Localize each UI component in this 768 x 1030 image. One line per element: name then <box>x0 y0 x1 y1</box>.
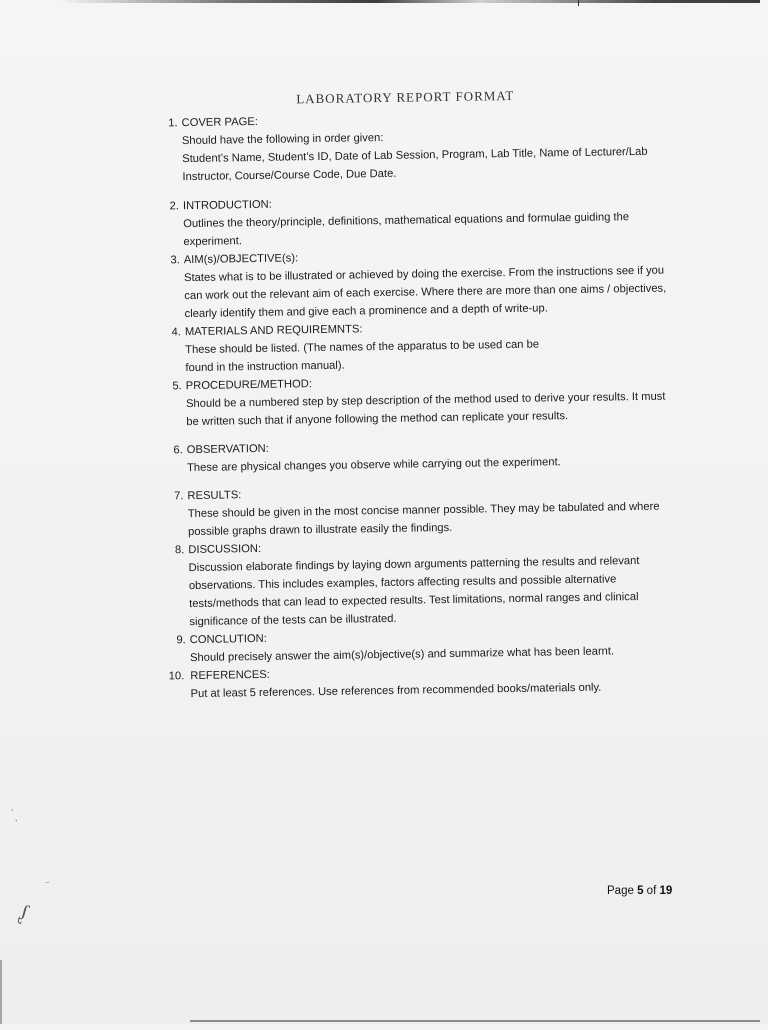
section-heading: PROCEDURE/METHOD: <box>185 378 313 393</box>
page-number <box>607 885 672 897</box>
section-text: Discussion elaborate findings by laying down arguments patterning the results and relevant observations. This includes examples, factors affecting results and possible alternative tests/methods that can lead to expected results. Test limitations, normal ranges and clinical significance of the tests can be illustrated. <box>188 555 640 629</box>
section-heading: DISCUSSION: <box>188 542 262 557</box>
section-heading: AIM(s)/OBJECTIVE(s): <box>183 252 299 267</box>
section-text: Put at least 5 references. Use references from recommended books/materials only. <box>190 681 602 701</box>
section-item <box>164 659 680 703</box>
section-item <box>157 189 673 251</box>
page-current: 5 <box>637 885 644 897</box>
scan-speck: ˙ ˏ <box>6 808 22 823</box>
section-text: found in the instruction manual). <box>185 359 345 375</box>
page-total: 19 <box>659 885 673 897</box>
section-heading: CONCLUTION: <box>189 632 267 647</box>
section-number: 9. <box>176 634 186 647</box>
section-number: 4. <box>171 326 182 339</box>
page-label: Page <box>607 885 634 897</box>
section-item <box>161 479 677 541</box>
section-number: 1. <box>168 117 178 130</box>
section-item <box>158 243 674 323</box>
scan-speck: ⁻ <box>45 880 50 890</box>
section-number: 7. <box>174 490 184 503</box>
section-text: These are physical changes you observe while carrying out the experiment. <box>186 456 561 475</box>
section-text: Outlines the theory/principle, definitions, mathematical equations and formulae guiding the experiment. <box>183 211 630 249</box>
ink-smudge-icon: ᶘ <box>16 900 33 927</box>
section-item <box>161 433 677 477</box>
section-heading: OBSERVATION: <box>186 442 269 457</box>
section-heading: RESULTS: <box>187 489 242 503</box>
section-heading: REFERENCES: <box>190 668 270 683</box>
section-number: 2. <box>169 200 180 213</box>
section-heading: MATERIALS AND REQUIREMNTS: <box>184 323 363 339</box>
section-text: Student’s Name, Student’s ID, Date of Lab Session, Program, Lab Title, Name of Lecturer/Lab Instructor, Course/Course Code, Due Date. <box>182 145 648 184</box>
section-text: Should have the following in order given: <box>181 131 384 148</box>
document-title: LABORATORY REPORT FORMAT <box>296 87 515 107</box>
scan-edge-left <box>0 960 2 1024</box>
section-number: 10. <box>168 670 185 683</box>
section-heading: INTRODUCTION: <box>182 198 272 213</box>
section-number: 5. <box>172 380 182 393</box>
section-number: 6. <box>173 444 183 457</box>
section-number: 8. <box>174 544 185 557</box>
section-text: These should be listed. (The names of the apparatus to be used can be <box>185 338 540 357</box>
section-number: 3. <box>170 254 180 267</box>
section-text: Should be a numbered step by step description of the method used to derive your results. It must be written such that if anyone following the method can replicate your results. <box>185 390 666 429</box>
section-item <box>160 369 676 431</box>
section-item <box>162 533 678 631</box>
section-heading: COVER PAGE: <box>181 115 258 130</box>
section-text: These should be given in the most concise manner possible. They may be tabulated and where possible graphs drawn to illustrate easily the findings. <box>187 500 660 539</box>
page-of: of <box>646 885 657 897</box>
section-text: Should precisely answer the aim(s)/objective(s) and summarize what has been learnt. <box>189 645 615 665</box>
section-item <box>155 106 671 186</box>
section-item <box>159 315 675 377</box>
section-list <box>155 106 679 703</box>
section-text: States what is to be illustrated or achieved by doing the exercise. From the instructions see if you can work out the relevant aim of each exercise. Where there are more than one aims / objectives, clearly identify them and give each a prominence and a depth of write-up. <box>183 264 667 321</box>
